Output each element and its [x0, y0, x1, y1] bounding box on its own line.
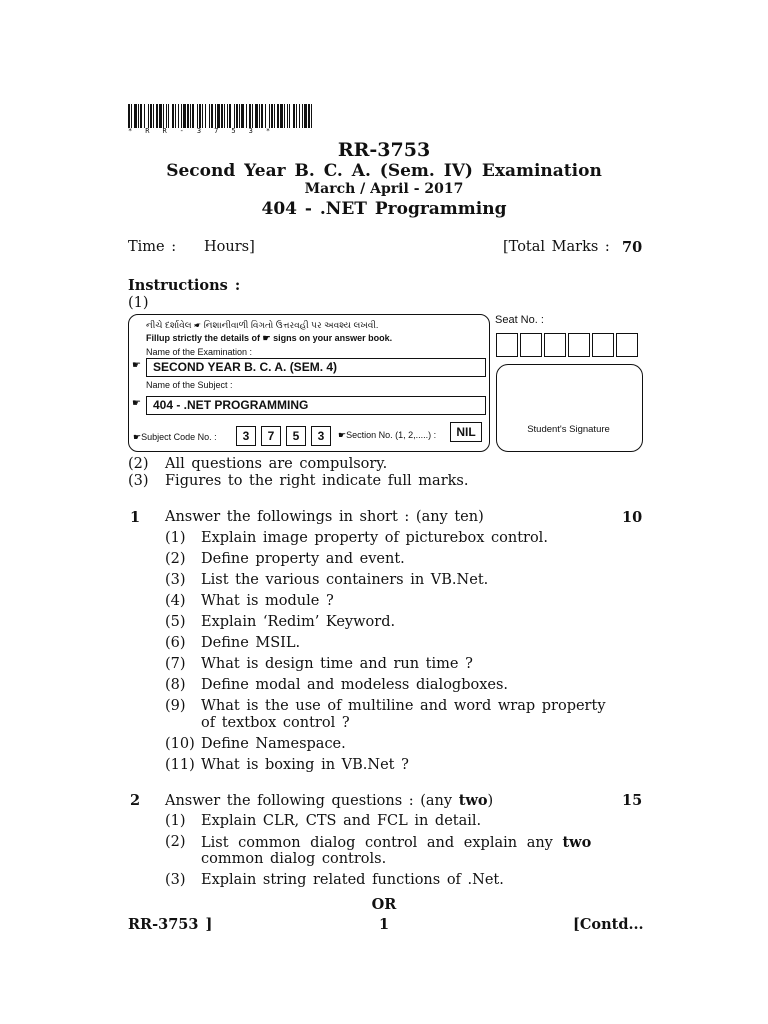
- question-2-marks: 15: [622, 792, 643, 809]
- total-marks-label: [Total Marks :: [503, 239, 610, 255]
- q2-item-text: [201, 834, 591, 851]
- question-2-number: 2: [130, 792, 141, 809]
- section-label-text: Section No. (1, 2,.....) :: [346, 430, 437, 440]
- question-2-title-end: ): [487, 793, 494, 809]
- q1-item-text: List the various containers in VB.Net.: [201, 572, 489, 588]
- q1-item-number: (8): [165, 677, 186, 693]
- seat-number-box: [592, 333, 614, 357]
- q1-item-number: (5): [165, 614, 186, 630]
- fillup-instruction: Fillup strictly the details of ☛ signs on your answer book.: [146, 333, 393, 343]
- q2-item-text-part: List common dialog control and explain any: [201, 835, 563, 851]
- subject-name-field: 404 - .NET PROGRAMMING: [146, 396, 486, 415]
- gujarati-instruction: નીચે દર્શાવેલ ☛ નિશાનીવાળી વિગતો ઉત્તરવહી પર અવશ્ય લખવી.: [146, 320, 379, 330]
- q1-item-text: Define Namespace.: [201, 736, 346, 752]
- pointer-icon: ☛: [338, 430, 347, 440]
- question-2-title-part: Answer the following questions : (any: [165, 793, 459, 809]
- q1-item-text-continued: of textbox control ?: [201, 715, 350, 731]
- q1-item-text: Define modal and modeless dialogboxes.: [201, 677, 509, 693]
- q1-item-text: What is boxing in VB.Net ?: [201, 757, 409, 773]
- seat-number-box: [496, 333, 518, 357]
- q1-item-number: (4): [165, 593, 186, 609]
- paper-code: RR-3753: [337, 139, 431, 161]
- pointer-icon: ☛: [132, 360, 141, 371]
- question-2-title: [165, 792, 493, 809]
- q1-item-text: Define MSIL.: [201, 635, 301, 651]
- section-label: [338, 430, 436, 441]
- q1-item-text: Explain image property of picturebox control.: [201, 530, 548, 546]
- q2-item-text-emphasis: two: [562, 834, 592, 851]
- seat-number-box: [568, 333, 590, 357]
- pointer-icon: ☛: [133, 432, 142, 442]
- exam-session: March / April - 2017: [304, 181, 464, 197]
- seat-number-box: [616, 333, 638, 357]
- exam-name-label: Name of the Examination :: [146, 347, 253, 357]
- subject-title: 404 - .NET Programming: [261, 199, 507, 219]
- subject-code-digit: 7: [261, 426, 281, 446]
- continued-label: [Contd...: [573, 916, 644, 933]
- seat-number-label: Seat No. :: [495, 314, 544, 326]
- barcode-text: * R R - 3 7 5 3 *: [128, 127, 275, 135]
- q1-item-number: (1): [165, 530, 186, 546]
- instruction-1-number: (1): [128, 295, 149, 311]
- q1-item-number: (9): [165, 698, 186, 714]
- q1-item-number: (2): [165, 551, 186, 567]
- exam-title: Second Year B. C. A. (Sem. IV) Examination: [166, 161, 602, 181]
- barcode-image: [128, 104, 312, 128]
- footer-paper-code: RR-3753 ]: [128, 916, 213, 933]
- q1-item-number: (3): [165, 572, 186, 588]
- instruction-2-text: All questions are compulsory.: [165, 456, 388, 472]
- subject-code-digit: 3: [311, 426, 331, 446]
- seat-number-box: [544, 333, 566, 357]
- q2-item-text: Explain CLR, CTS and FCL in detail.: [201, 813, 482, 829]
- subject-code-digit: 5: [286, 426, 306, 446]
- q1-item-number: (6): [165, 635, 186, 651]
- q2-item-number: (3): [165, 872, 186, 888]
- question-2-title-emphasis: two: [458, 792, 488, 809]
- question-1-marks: 10: [622, 509, 643, 526]
- q2-item-text-continued: common dialog controls.: [201, 851, 387, 867]
- question-1-number: 1: [130, 509, 141, 526]
- total-marks-value: 70: [622, 239, 643, 256]
- q2-item-number: (1): [165, 813, 186, 829]
- instruction-2-number: (2): [128, 456, 149, 472]
- q1-item-text: What is module ?: [201, 593, 334, 609]
- q2-item-text: Explain string related functions of .Net.: [201, 872, 504, 888]
- subject-code-label: [133, 432, 217, 443]
- q1-item-text: What is design time and run time ?: [201, 656, 473, 672]
- q1-item-text: Explain ‘Redim’ Keyword.: [201, 614, 396, 630]
- seat-number-box: [520, 333, 542, 357]
- student-signature-label: Student's Signature: [527, 424, 610, 435]
- q1-item-text: Define property and event.: [201, 551, 405, 567]
- page-number: 1: [378, 916, 390, 933]
- subject-code-label-text: Subject Code No. :: [141, 432, 217, 442]
- subject-code-digit: 3: [236, 426, 256, 446]
- q1-item-number: (11): [165, 757, 195, 773]
- section-number-field: NIL: [450, 422, 482, 442]
- time-label: Time :: [128, 239, 177, 255]
- or-separator: OR: [371, 896, 397, 913]
- exam-name-field: SECOND YEAR B. C. A. (SEM. 4): [146, 358, 486, 377]
- q1-item-number: (10): [165, 736, 195, 752]
- pointer-icon: ☛: [132, 398, 141, 409]
- student-signature-box: [496, 364, 643, 452]
- subject-name-label: Name of the Subject :: [146, 380, 233, 390]
- instruction-3-text: Figures to the right indicate full marks.: [165, 473, 469, 489]
- q1-item-number: (7): [165, 656, 186, 672]
- q2-item-number: (2): [165, 834, 186, 850]
- question-1-title: Answer the followings in short : (any ten): [165, 509, 484, 525]
- instructions-heading: Instructions :: [128, 277, 241, 294]
- q1-item-text: What is the use of multiline and word wrap property: [201, 698, 606, 714]
- instruction-3-number: (3): [128, 473, 149, 489]
- time-value: Hours]: [204, 239, 255, 255]
